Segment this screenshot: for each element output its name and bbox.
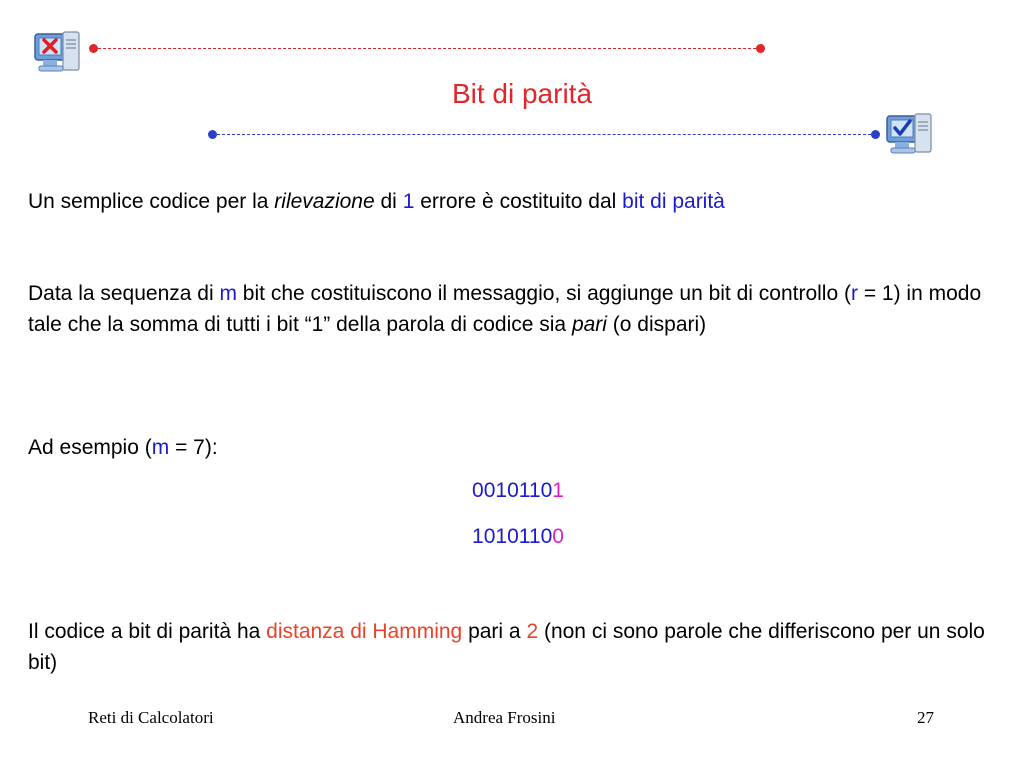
page-title: Bit di parità bbox=[451, 78, 593, 109]
computer-error-icon bbox=[33, 28, 83, 74]
bottom-line-start-dot bbox=[208, 130, 217, 139]
codeword-2-parity-bit: 0 bbox=[552, 525, 564, 548]
intro-rilevazione: rilevazione bbox=[274, 190, 375, 213]
footer-author: Andrea Frosini bbox=[453, 708, 556, 727]
hamming-distance-term: distanza di Hamming bbox=[266, 620, 463, 643]
intro-text-5: errore è costituito dal bbox=[414, 190, 623, 213]
codeword-1-data-bits: 0010110 bbox=[472, 479, 553, 502]
intro-text-1: Un semplice codice per la bbox=[28, 190, 275, 213]
codeword-2 bbox=[0, 525, 1024, 549]
hamming-text-3: pari a bbox=[462, 620, 527, 643]
footer-course: Reti di Calcolatori bbox=[88, 708, 214, 727]
hamming-text-5: (non ci sono parole che differiscono per un solo bit) bbox=[28, 620, 985, 674]
paragraph-definition bbox=[28, 278, 988, 340]
example-text-3: = 7): bbox=[169, 436, 218, 459]
paragraph-hamming bbox=[28, 616, 988, 678]
def-text-3: bit che costituiscono il messaggio, si aggiunge un bit di controllo ( bbox=[236, 282, 851, 305]
def-r-variable: r bbox=[850, 282, 858, 305]
intro-parity-bit-term: bit di parità bbox=[622, 190, 725, 213]
paragraph-intro bbox=[28, 186, 988, 217]
def-m-variable: m bbox=[219, 282, 237, 305]
top-dashed-line bbox=[98, 48, 756, 49]
def-text-5: = 1) in modo tale che la somma di tutti i bit “1” della parola di codice sia bbox=[28, 282, 982, 336]
example-text-1: Ad esempio ( bbox=[28, 436, 152, 459]
bottom-dashed-line bbox=[217, 134, 871, 135]
def-pari: pari bbox=[571, 313, 607, 336]
example-m-variable: m bbox=[151, 436, 170, 459]
footer-page-number: 27 bbox=[917, 708, 934, 727]
def-text-1: Data la sequenza di bbox=[28, 282, 220, 305]
bottom-line-end-dot bbox=[871, 130, 880, 139]
def-text-7: (o dispari) bbox=[606, 313, 707, 336]
computer-check-icon bbox=[885, 110, 935, 156]
paragraph-example bbox=[28, 432, 988, 463]
top-line-start-dot bbox=[89, 44, 98, 53]
hamming-text-1: Il codice a bit di parità ha bbox=[28, 620, 267, 643]
codeword-1 bbox=[0, 479, 1024, 503]
codeword-1-parity-bit: 1 bbox=[552, 479, 564, 502]
intro-text-3: di bbox=[374, 190, 403, 213]
top-line-end-dot bbox=[756, 44, 765, 53]
codeword-2-data-bits: 1010110 bbox=[472, 525, 553, 548]
hamming-distance-value: 2 bbox=[526, 620, 539, 643]
intro-error-count: 1 bbox=[402, 190, 415, 213]
